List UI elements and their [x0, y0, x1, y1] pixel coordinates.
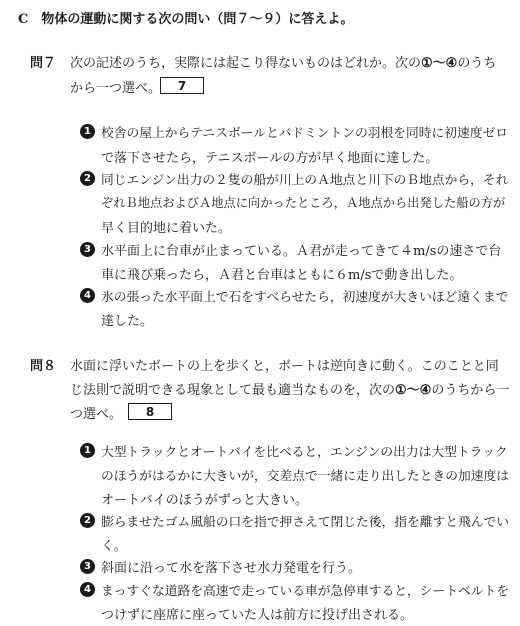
- q7-choice-range: ①～④: [421, 56, 458, 71]
- q7-option-3-line2: 車に飛び乗ったら，Ａ君と台車はともに６m/sで動き出した。: [101, 268, 463, 283]
- q8-stem-line2: じ法則で説明できる現象として最も適当なものを，次の①～④のうちから一: [70, 383, 510, 398]
- section-heading: C 物体の運動に関する次の問い（問７～９）に答えよ。: [18, 12, 354, 27]
- q7-stem-line2: から一つ選べ。: [70, 81, 162, 96]
- q7-option-4-line1: 氷の張った水平面上で石をすべらせたら，初速度が大きいほど遠くまで: [101, 290, 509, 305]
- q7-option-4-line2: 達した。: [101, 314, 154, 329]
- q7-option-2-line3: 早く目的地に着いた。: [101, 221, 232, 236]
- q8-stem-line3: つ選べ。: [70, 407, 123, 422]
- q8-answer-box[interactable]: 8: [128, 403, 172, 420]
- q8-choice-range: ①～④: [395, 383, 432, 398]
- q8-label: 問８: [30, 359, 57, 374]
- q8-option-4-line1: まっすぐな道路を高速で走っている車が急停車すると，シートベルトを: [101, 584, 509, 599]
- q8-option-2-line2: く。: [101, 539, 127, 554]
- q7-option-3-marker: 3: [80, 242, 95, 257]
- q8-stem-line1: 水面に浮いたボートの上を歩くと，ボートは逆向きに動く。このことと同: [70, 359, 499, 374]
- q8-option-2-marker: 2: [80, 513, 95, 528]
- q7-stem-line1: 次の記述のうち，実際には起こり得ないものはどれか。次の①～④のうち: [70, 56, 497, 71]
- q8-option-2-line1: 膨らませたゴム風船の口を指で押さえて閉じた後，指を離すと飛んでい: [101, 515, 509, 530]
- q7-option-2-line2: ぞれＢ地点およびＡ地点に向かったところ，Ａ地点から出発した船の方が: [101, 196, 506, 210]
- q8-option-4-line2: つけずに座席に座っていた人は前方に投げ出される。: [101, 608, 414, 623]
- q7-option-1-marker: 1: [80, 124, 95, 139]
- q7-answer-box[interactable]: 7: [160, 77, 204, 94]
- q8-option-4-marker: 4: [80, 582, 95, 597]
- q7-label: 問７: [30, 56, 57, 71]
- q7-option-2-marker: 2: [80, 171, 95, 186]
- q7-option-3-line1: 水平面上に台車が止まっている。Ａ君が走ってきて４m/sの速さで台: [101, 244, 502, 259]
- q8-option-1-line3: オートバイのほうがずっと大きい。: [101, 493, 308, 508]
- q8-option-3-line1: 斜面に沿って水を落下させ水力発電を行う。: [101, 561, 362, 576]
- q8-option-3-marker: 3: [80, 559, 95, 574]
- q8-option-1-line2: のほうがはるかに大きいが，交差点で一緒に走り出したときの加速度は: [101, 469, 509, 484]
- q8-option-1-marker: 1: [80, 443, 95, 458]
- q7-option-4-marker: 4: [80, 288, 95, 303]
- q7-option-1-line1: 校舎の屋上からテニスボールとバドミントンの羽根を同時に初速度ゼロ: [101, 126, 508, 141]
- q7-option-2-line1: 同じエンジン出力の２隻の船が川上のＡ地点と川下のＢ地点から，それ: [101, 173, 509, 188]
- q7-option-1-line2: で落下させたら，テニスボールの方が早く地面に達した。: [101, 151, 439, 166]
- q8-option-1-line1: 大型トラックとオートバイを比べると，エンジンの出力は大型トラック: [101, 445, 508, 460]
